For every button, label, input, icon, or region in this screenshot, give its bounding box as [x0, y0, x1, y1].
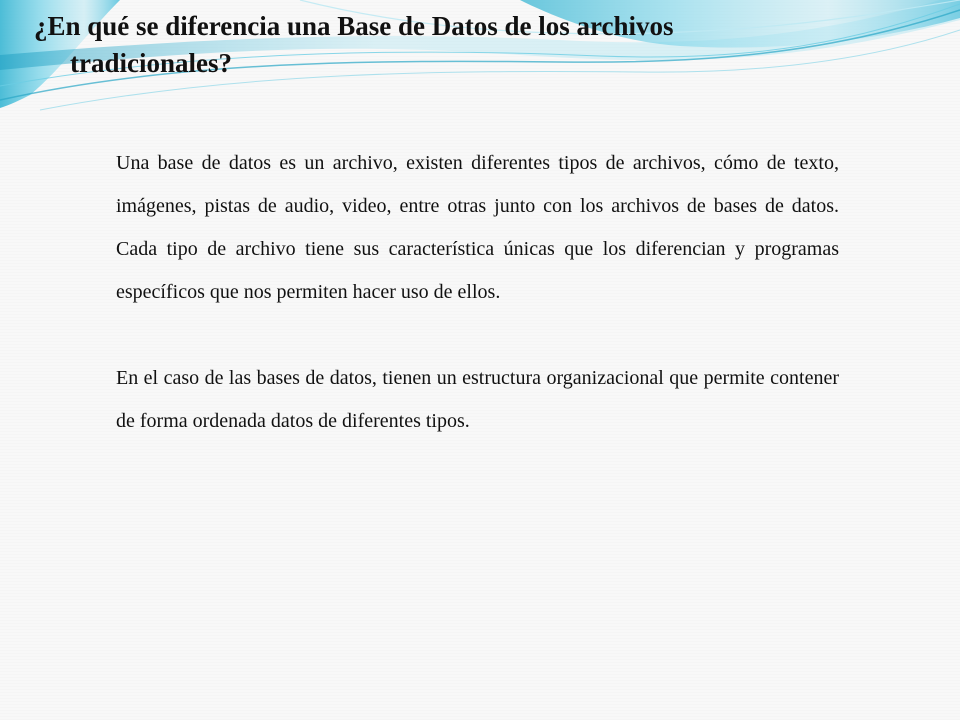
slide-title-line-2: tradicionales?: [70, 48, 232, 78]
slide-title-line-1: ¿En qué se diferencia una Base de Datos de los archivos: [34, 11, 674, 41]
slide-body: [116, 142, 839, 443]
body-paragraph-1: Una base de datos es un archivo, existen diferentes tipos de archivos, cómo de texto, imágenes, pistas de audio, video, entre otras junto con los archivos de bases de datos. Cada tipo de archivo tiene sus característica únicas que los diferencian y programas específicos que nos permiten hacer uso de ellos.: [116, 152, 839, 303]
slide-title: [34, 8, 914, 82]
body-paragraph-2: En el caso de las bases de datos, tienen un estructura organizacional que permite contener de forma ordenada datos de diferentes tipos.: [116, 367, 839, 432]
